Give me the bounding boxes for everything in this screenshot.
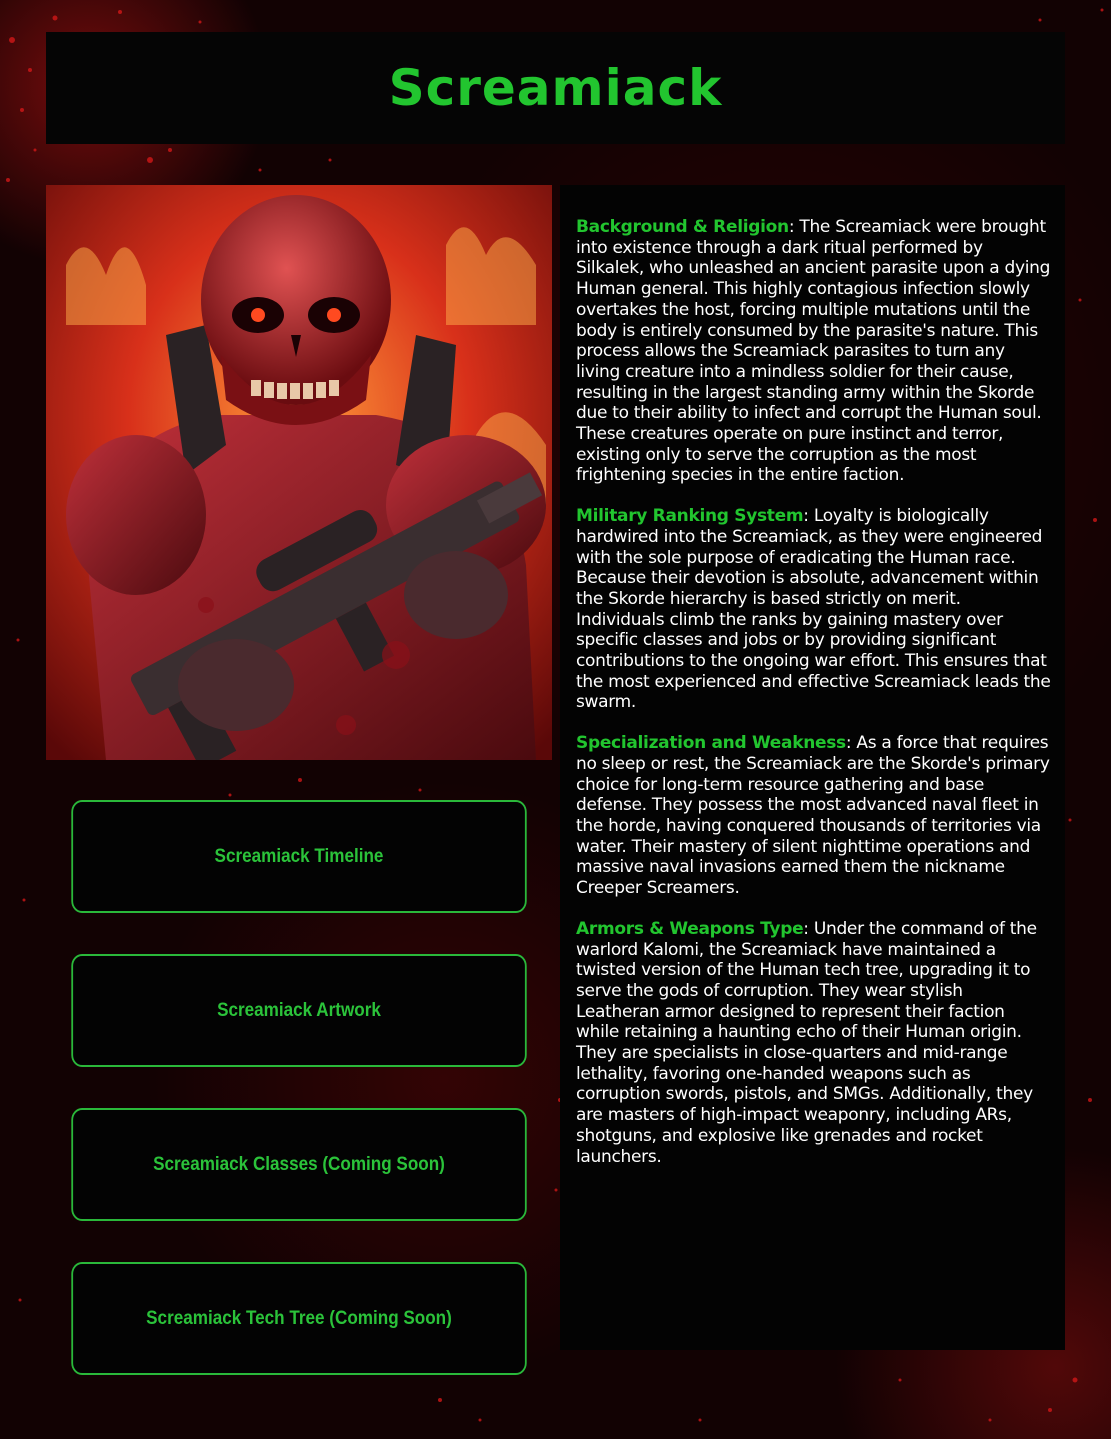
section-heading: Specialization and Weakness: [576, 733, 846, 754]
artwork-button[interactable]: Screamiack Artwork: [71, 954, 526, 1067]
section-body: : As a force that requires no sleep or rest, the Screamiack are the Skorde's primary choice for long-term resource gathering and base defense. They possess the most advanced naval fleet in the horde, having conquered thousands of territories via water. Their mastery of silent nighttime operations and massive naval invasions earned them the nickname Creeper Screamers.: [576, 733, 1050, 899]
section-body: : Under the command of the warlord Kalomi, the Screamiack have maintained a twisted version of the Human tech tree, upgrading it to serve the gods of corruption. They wear stylish Leatheran armor designed to represent their faction while retaining a haunting echo of their Human origin. They are specialists in close-quarters and mid-range lethality, favoring one-handed weapons such as corruption swords, pistols, and SMGs. Additionally, they are masters of high-impact weaponry, including ARs, shotguns, and explosive like grenades and rocket launchers.: [576, 918, 1037, 1167]
timeline-button[interactable]: Screamiack Timeline: [71, 800, 526, 913]
section-heading: Armors & Weapons Type: [576, 918, 804, 939]
section-specialization: [576, 733, 1051, 899]
classes-button[interactable]: Screamiack Classes (Coming Soon): [71, 1108, 526, 1221]
red-skull-soldier-illustration: [46, 185, 552, 760]
lore-panel: [560, 185, 1065, 1350]
section-military: [576, 506, 1051, 713]
section-heading: Military Ranking System: [576, 506, 804, 527]
page-title: Screamiack: [388, 59, 723, 117]
page-header: [46, 32, 1065, 144]
character-artwork: [46, 185, 552, 760]
section-body: : Loyalty is biologically hardwired into the Screamiack, as they were engineered with the sole purpose of eradicating the Human race. Because their devotion is absolute, advancement within the Skorde hierarchy is based strictly on merit. Individuals climb the ranks by gaining mastery over specific classes and jobs or by providing significant contributions to the ongoing war effort. This ensures that the most experienced and effective Screamiack leads the swarm.: [576, 506, 1051, 713]
section-body: : The Screamiack were brought into existence through a dark ritual performed by Silkalek, who unleashed an ancient parasite upon a dying Human general. This highly contagious infection slowly overtakes the host, forcing multiple mutations until the body is entirely consumed by the parasite's nature. This process allows the Screamiack parasites to turn any living creature into a mindless soldier for their cause, resulting in the largest standing army within the Skorde due to their ability to infect and corrupt the Human soul. These creatures operate on pure instinct and terror, existing only to serve the corruption as the most frightening species in the entire faction.: [576, 217, 1051, 486]
section-heading: Background & Religion: [576, 217, 789, 237]
section-armors: [576, 919, 1051, 1167]
section-background: [576, 217, 1051, 486]
tech-tree-button[interactable]: Screamiack Tech Tree (Coming Soon): [71, 1262, 526, 1375]
